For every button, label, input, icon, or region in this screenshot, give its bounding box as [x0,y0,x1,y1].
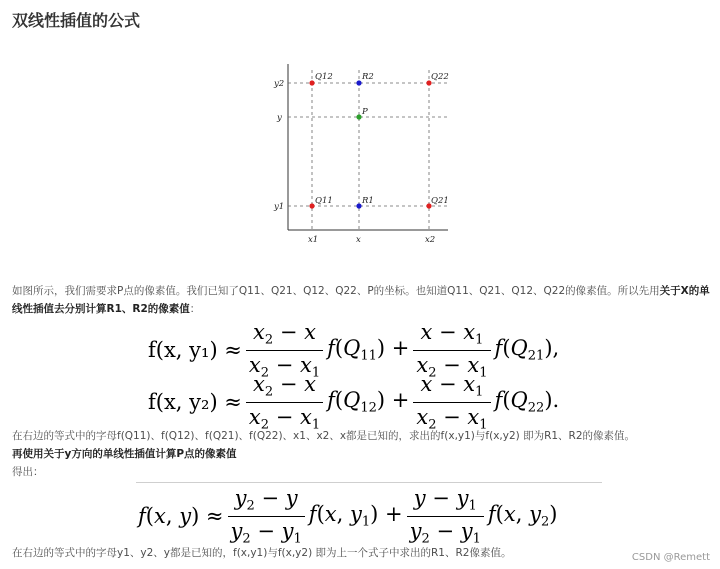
formula-row-2: f(x, y₂) ≈ $\frac{x_2 - x}{x_2 - x_1}$ $f(Q_{12})$ + $\frac{x - x_1}{x_2 - x_1}$ $f(Q_{22})$. [148,372,560,433]
point-r2 [356,80,361,85]
fraction: $\frac{y - y_1}{y_2 - y_1}$ [407,486,484,546]
formula-row-3: f(x, y) ≈ $\frac{y_2 - y}{y_2 - y_1}$ f(x, $y_1$) + $\frac{y - y_1}{y_2 - y_1}$ f(x, $y_2$) [138,486,558,547]
fraction: $\frac{x - x_1}{x_2 - x_1}$ [413,320,490,380]
point-q11 [309,203,314,208]
fraction: $\frac{y_2 - y}{y_2 - y_1}$ [228,486,305,546]
point-p [356,114,361,119]
formula-lhs-1: f(x, y₁) ≈ [148,338,242,363]
known-values-paragraph: 在右边的等式中的字母f(Q11)、f(Q12)、f(Q21)、f(Q22)、x1、x2、x都是已知的，求出的f(x,y1)与f(x,y2) 即为R1、R2的像素值。 [12,430,636,442]
tick-x1: x1 [308,235,319,244]
y-interp-heading: 再使用关于y方向的单线性插值计算P点的像素值 [12,448,237,460]
point-r1 [356,203,361,208]
fraction: $\frac{x - x_1}{x_2 - x_1}$ [413,372,490,432]
bilinear-diagram [268,64,458,244]
tick-y1: y1 [274,202,285,212]
explanation-colon: ： [189,303,201,315]
divider [136,482,602,483]
tick-x2: x2 [425,235,436,244]
label-r1: R1 [362,196,374,206]
label-q21: Q21 [431,196,449,206]
explanation-bold: 关于X的单线性插值去分别计算R1、R2的像素值 [12,285,710,315]
tick-y2: y2 [274,79,285,89]
label-q22: Q22 [431,72,449,82]
explanation-text: 如图所示，我们需要求P点的像素值。我们已知了Q11、Q21、Q12、Q22、P的坐标。也知道Q11、Q21、Q12、Q22的像素值。所以先用 [12,285,660,297]
explanation-paragraph [12,282,712,318]
fraction: $\frac{x_2 - x}{x_2 - x_1}$ [246,372,323,432]
tick-x: x [356,235,361,244]
result-label: 得出： [12,466,44,478]
tick-y: y [277,113,282,123]
label-q11: Q11 [315,196,333,206]
final-paragraph: 在右边的等式中的字母y1、y2、y都是已知的，f(x,y1)与f(x,y2) 即为上一个式子中求出的R1、R2像素值。 [12,547,512,559]
watermark: CSDN @Remett [631,552,710,563]
formula-lhs-2: f(x, y₂) ≈ [148,390,242,415]
label-p: P [362,107,368,117]
label-r2: R2 [362,72,374,82]
page-title: 双线性插值的公式 [12,11,141,30]
formula-row-1: f(x, y₁) ≈ $\frac{x_2 - x}{x_2 - x_1}$ $f(Q_{11})$ + $\frac{x - x_1}{x_2 - x_1}$ $f(Q_{21})$, [148,320,560,381]
fraction: $\frac{x_2 - x}{x_2 - x_1}$ [246,320,323,380]
label-q12: Q12 [315,72,333,82]
point-q12 [309,80,314,85]
